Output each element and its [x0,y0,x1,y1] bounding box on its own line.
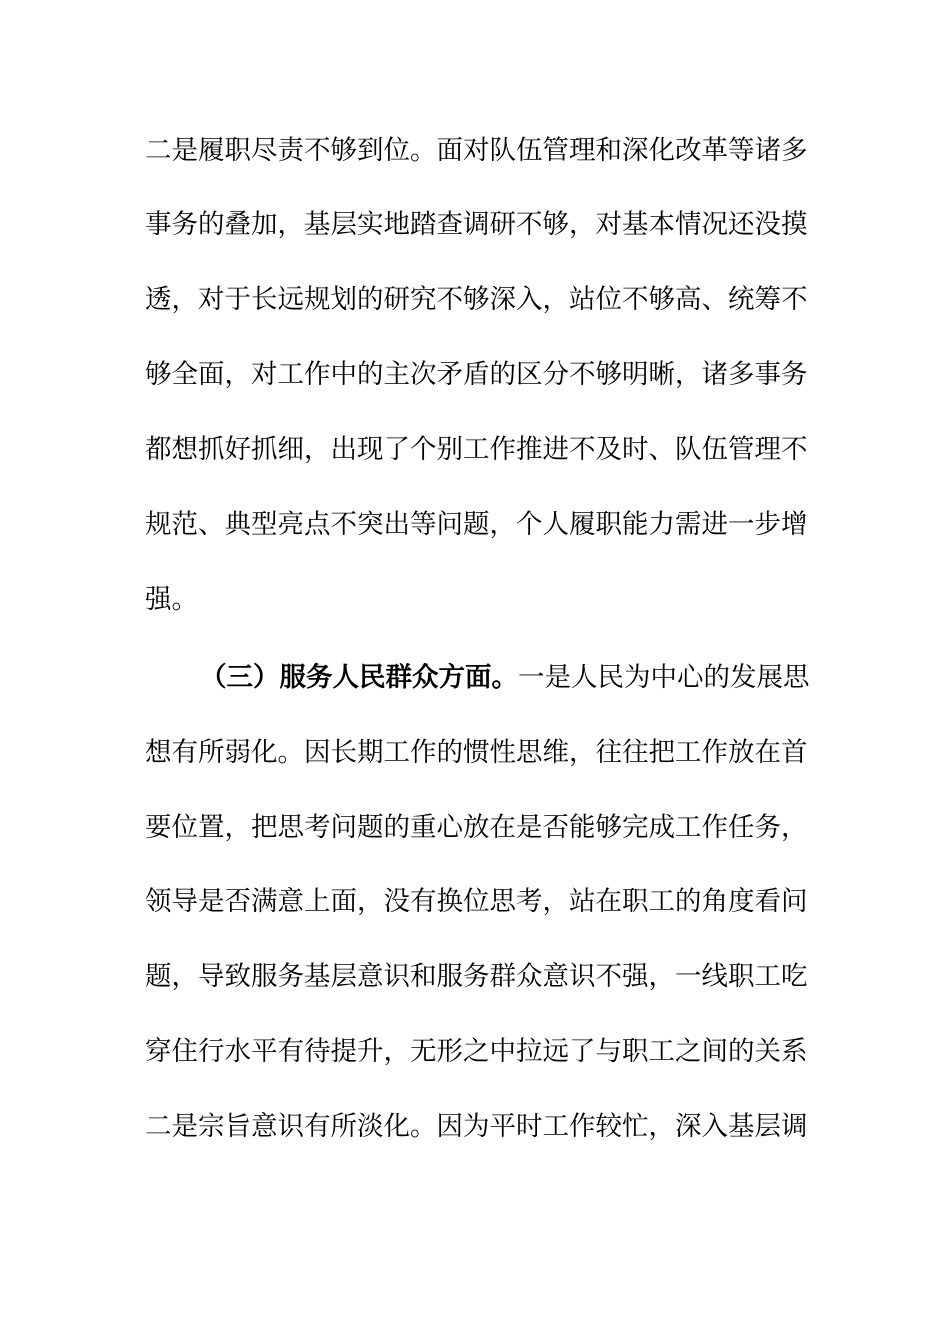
section-heading-line [200,658,810,698]
text-line: 事务的叠加，基层实地踏查调研不够，对基本情况还没摸 [145,209,808,240]
text-line: 想有所弱化。因长期工作的惯性思维，往往把工作放在首 [145,737,808,768]
text-line: 透，对于长远规划的研究不够深入，站位不够高、统筹不 [145,284,808,315]
section-heading: （三）服务人民群众方面。 [200,662,518,693]
text-line: 强。 [145,584,198,615]
text-line: 要位置，把思考问题的重心放在是否能够完成工作任务， [145,812,808,843]
text-line: 够全面，对工作中的主次矛盾的区分不够明晰，诸多事务 [145,359,808,390]
text-line: 二是履职尽责不够到位。面对队伍管理和深化改革等诸多 [145,135,808,166]
text-line: 题，导致服务基层意识和服务群众意识不强，一线职工吃 [145,961,808,992]
text-line: 穿住行水平有待提升，无形之中拉远了与职工之间的关系 [145,1036,808,1067]
heading-line-text: 一是人民为中心的发展思 [518,662,810,693]
text-line: 都想抓好抓细，出现了个别工作推进不及时、队伍管理不 [145,434,808,465]
text-line: 领导是否满意上面，没有换位思考，站在职工的角度看问 [145,886,808,917]
text-line: 二是宗旨意识有所淡化。因为平时工作较忙，深入基层调 [145,1111,808,1142]
text-line: 规范、典型亮点不突出等问题，个人履职能力需进一步增 [145,509,808,540]
